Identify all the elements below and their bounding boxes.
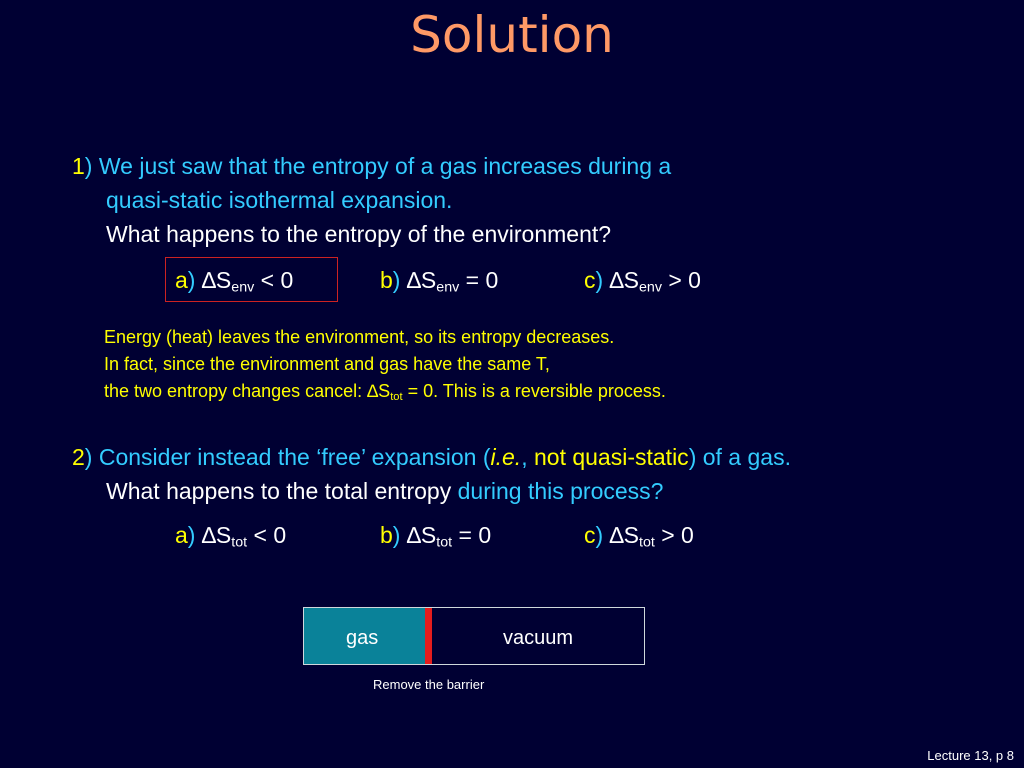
q1-option-c-rel: > 0 (661, 267, 701, 293)
q2-option-b-letter: b (380, 522, 393, 548)
q2-option-b-paren: ) (392, 522, 401, 548)
q1-option-b-rel: = 0 (459, 267, 499, 293)
q1-number: 1 (72, 153, 85, 179)
q2-option-c-letter: c (584, 522, 596, 548)
q2-option-a-sub: tot (231, 534, 248, 551)
barrier (425, 608, 432, 664)
vacuum-label: vacuum (503, 627, 574, 649)
q1-option-b-delta: ∆S (406, 267, 437, 293)
q2-option-c (584, 522, 694, 549)
q2-option-b (380, 522, 491, 549)
q1-answer-line3-post: = 0. This is a reversible process. (402, 381, 666, 401)
q1-answer-line3-sub: tot (390, 390, 403, 403)
q1-option-c-sub: env (638, 279, 662, 296)
q1-text-line2: quasi-static isothermal expansion. (106, 187, 453, 213)
q1-option-b-paren: ) (392, 267, 401, 293)
q1-answer-line3 (104, 381, 666, 402)
q2-option-c-rel: > 0 (654, 522, 694, 548)
q1-option-c-letter: c (584, 267, 596, 293)
slide-title: Solution (410, 6, 614, 64)
q1-line-1 (72, 153, 671, 180)
q2-option-a-rel: < 0 (247, 522, 287, 548)
q1-option-a-sub: env (231, 279, 255, 296)
q2-option-a-paren: ) (187, 522, 196, 548)
q2-paren: ) (84, 444, 93, 470)
q2-text-line1b: ) of a gas. (688, 444, 791, 470)
q1-option-a (175, 267, 293, 294)
q1-text-line1: We just saw that the entropy of a gas increases during a (98, 153, 672, 179)
q2-option-b-delta: ∆S (406, 522, 437, 548)
q1-paren: ) (84, 153, 93, 179)
q1-option-a-paren: ) (187, 267, 196, 293)
q2-text-line2a: What happens to the total entropy (106, 478, 458, 504)
q1-answer-line3-pre: the two entropy changes cancel: (104, 381, 368, 401)
q2-text-line2b: during this process? (457, 478, 664, 504)
q2-text-line1a: Consider instead the ‘free’ expansion ( (98, 444, 491, 470)
q1-answer-line2: In fact, since the environment and gas have the same T, (104, 354, 550, 374)
q1-option-a-delta: ∆S (201, 267, 232, 293)
q2-option-b-rel: = 0 (452, 522, 492, 548)
q2-line-1 (72, 444, 791, 471)
gas-label: gas (346, 627, 379, 649)
q2-line-2 (106, 478, 663, 505)
q2-option-c-paren: ) (595, 522, 604, 548)
q1-option-b-letter: b (380, 267, 393, 293)
q2-option-a (175, 522, 286, 549)
q2-option-a-delta: ∆S (201, 522, 232, 548)
q2-option-b-sub: tot (436, 534, 453, 551)
q2-option-a-letter: a (175, 522, 188, 548)
q1-option-c-delta: ∆S (609, 267, 639, 293)
q2-option-c-delta: ∆S (609, 522, 639, 548)
q1-option-b (380, 267, 498, 294)
diagram-caption: Remove the barrier (373, 677, 485, 692)
slide-footer: Lecture 13, p 8 (927, 748, 1014, 763)
q1-option-b-sub: env (436, 279, 460, 296)
q2-text-ie: i.e. (490, 444, 522, 470)
q1-option-a-rel: < 0 (254, 267, 294, 293)
q1-option-a-letter: a (175, 267, 188, 293)
q1-answer-line3-delta: ∆S (367, 381, 391, 401)
q2-option-c-sub: tot (638, 534, 655, 551)
q2-number: 2 (72, 444, 85, 470)
q1-option-c (584, 267, 701, 294)
q1-option-c-paren: ) (595, 267, 604, 293)
q1-answer-line1: Energy (heat) leaves the environment, so its entropy decreases. (104, 327, 615, 347)
q1-text-line3: What happens to the entropy of the environment? (106, 221, 612, 247)
q2-text-comma: , (521, 444, 534, 470)
q2-text-not-quasi-static: not quasi-static (533, 444, 689, 470)
gas-container-diagram (303, 607, 645, 665)
